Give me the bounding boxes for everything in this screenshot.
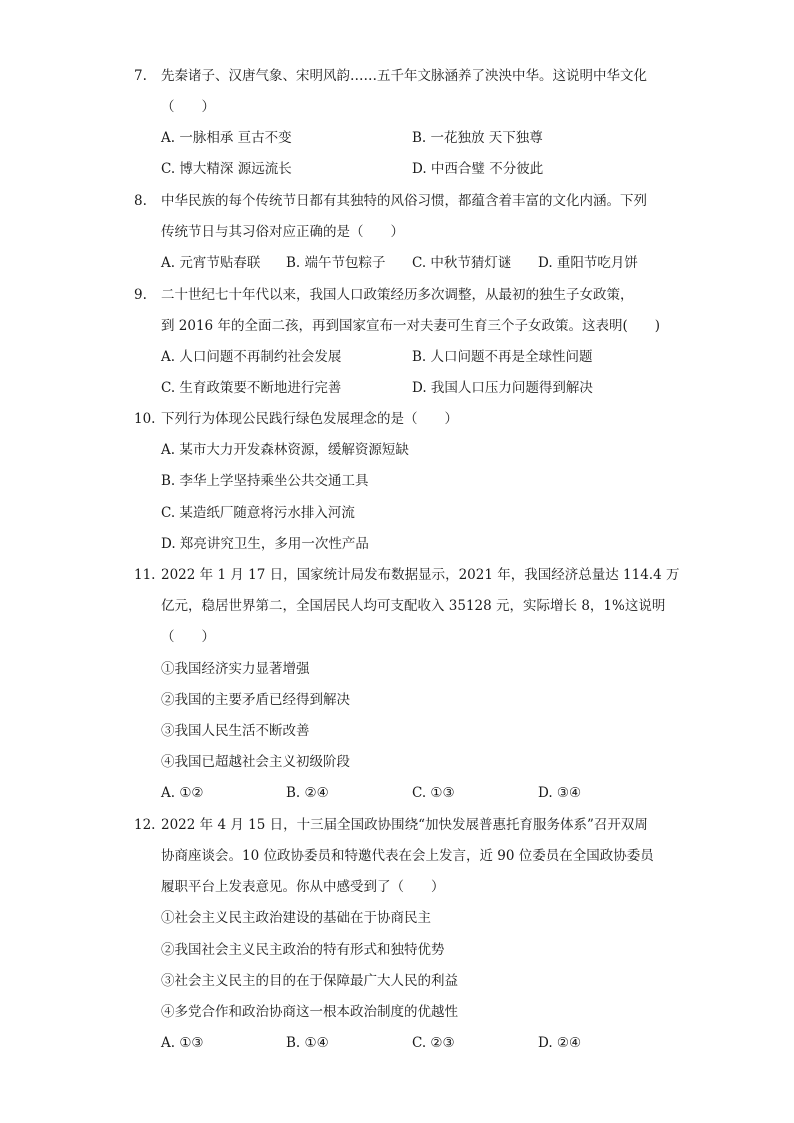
question-stem-line: （ ） — [161, 629, 215, 645]
question-stem-line: 先秦诸子、汉唐气象、宋明风韵……五千年文脉涵养了泱泱中华。这说明中华文化 — [161, 68, 647, 84]
option-a[interactable]: A. 一脉相承 亘古不变 — [161, 130, 292, 146]
statement-2: ②我国社会主义民主政治的特有形式和独特优势 — [161, 942, 445, 958]
option-b[interactable]: B. 人口问题不再是全球性问题 — [412, 349, 593, 365]
option-c[interactable]: C. 中秋节猜灯谜 — [412, 255, 512, 271]
question-stem-line: （ ） — [161, 99, 215, 115]
question-stem-line: 2022 年 1 月 17 日，国家统计局发布数据显示，2021 年，我国经济总量达 114.4 万 — [161, 567, 680, 583]
question-stem-line: 到 2016 年的全面二孩，再到国家宣布一对夫妻可生育三个子女政策。这表明( ) — [161, 318, 660, 334]
question-stem-line: 下列行为体现公民践行绿色发展理念的是（ ） — [161, 411, 458, 427]
option-c[interactable]: C. 生育政策要不断地进行完善 — [161, 380, 342, 396]
statement-3: ③社会主义民主的目的在于保障最广大人民的利益 — [161, 973, 458, 989]
question-number: 12. — [134, 817, 156, 833]
statement-1: ①我国经济实力显著增强 — [161, 661, 310, 677]
question-stem-line: 二十世纪七十年代以来，我国人口政策经历多次调整，从最初的独生子女政策， — [161, 287, 634, 303]
option-b[interactable]: B. 端午节包粽子 — [286, 255, 386, 271]
question-stem-line: 亿元，稳居世界第二，全国居民人均可支配收入 35128 元，实际增长 8，1%这说明 — [161, 598, 666, 614]
question-stem-line: 中华民族的每个传统节日都有其独特的风俗习惯，都蕴含着丰富的文化内涵。下列 — [161, 193, 647, 209]
statement-4: ④我国已超越社会主义初级阶段 — [161, 754, 350, 770]
option-b[interactable]: B. 李华上学坚持乘坐公共交通工具 — [161, 473, 369, 489]
question-stem-line: 2022 年 4 月 15 日，十三届全国政协围绕“加快发展普惠托育服务体系”召开双周 — [161, 817, 648, 833]
question-stem-line: 协商座谈会。10 位政协委员和特邀代表在会上发言，近 90 位委员在全国政协委员 — [161, 848, 654, 864]
option-a[interactable]: A. 某市大力开发森林资源，缓解资源短缺 — [161, 442, 409, 458]
question-stem-line: 传统节日与其习俗对应正确的是（ ） — [161, 224, 404, 240]
statement-3: ③我国人民生活不断改善 — [161, 723, 310, 739]
option-d[interactable]: D. 我国人口压力问题得到解决 — [412, 380, 593, 396]
question-stem-line: 履职平台上发表意见。你从中感受到了（ ） — [161, 879, 445, 895]
option-c[interactable]: C. 某造纸厂随意将污水排入河流 — [161, 505, 355, 521]
option-c[interactable]: C. 博大精深 源远流长 — [161, 161, 292, 177]
option-d[interactable]: D. 中西合璧 不分彼此 — [412, 161, 544, 177]
question-number: 8. — [134, 193, 147, 209]
statement-4: ④多党合作和政治协商这一根本政治制度的优越性 — [161, 1004, 458, 1020]
option-c[interactable]: C. ①③ — [412, 785, 455, 801]
statement-2: ②我国的主要矛盾已经得到解决 — [161, 692, 350, 708]
option-a[interactable]: A. ①② — [161, 785, 204, 801]
option-b[interactable]: B. 一花独放 天下独尊 — [412, 130, 543, 146]
option-d[interactable]: D. 郑亮讲究卫生，多用一次性产品 — [161, 536, 369, 552]
question-number: 11. — [134, 567, 156, 583]
option-d[interactable]: D. 重阳节吃月饼 — [538, 255, 638, 271]
option-a[interactable]: A. 人口问题不再制约社会发展 — [161, 349, 342, 365]
option-b[interactable]: B. ①④ — [286, 1035, 329, 1051]
question-number: 7. — [134, 68, 147, 84]
option-b[interactable]: B. ②④ — [286, 785, 329, 801]
option-c[interactable]: C. ②③ — [412, 1035, 455, 1051]
option-a[interactable]: A. 元宵节贴春联 — [161, 255, 261, 271]
statement-1: ①社会主义民主政治建设的基础在于协商民主 — [161, 910, 431, 926]
option-d[interactable]: D. ③④ — [538, 785, 582, 801]
question-number: 10. — [134, 411, 156, 427]
option-a[interactable]: A. ①③ — [161, 1035, 204, 1051]
question-number: 9. — [134, 287, 147, 303]
option-d[interactable]: D. ②④ — [538, 1035, 582, 1051]
